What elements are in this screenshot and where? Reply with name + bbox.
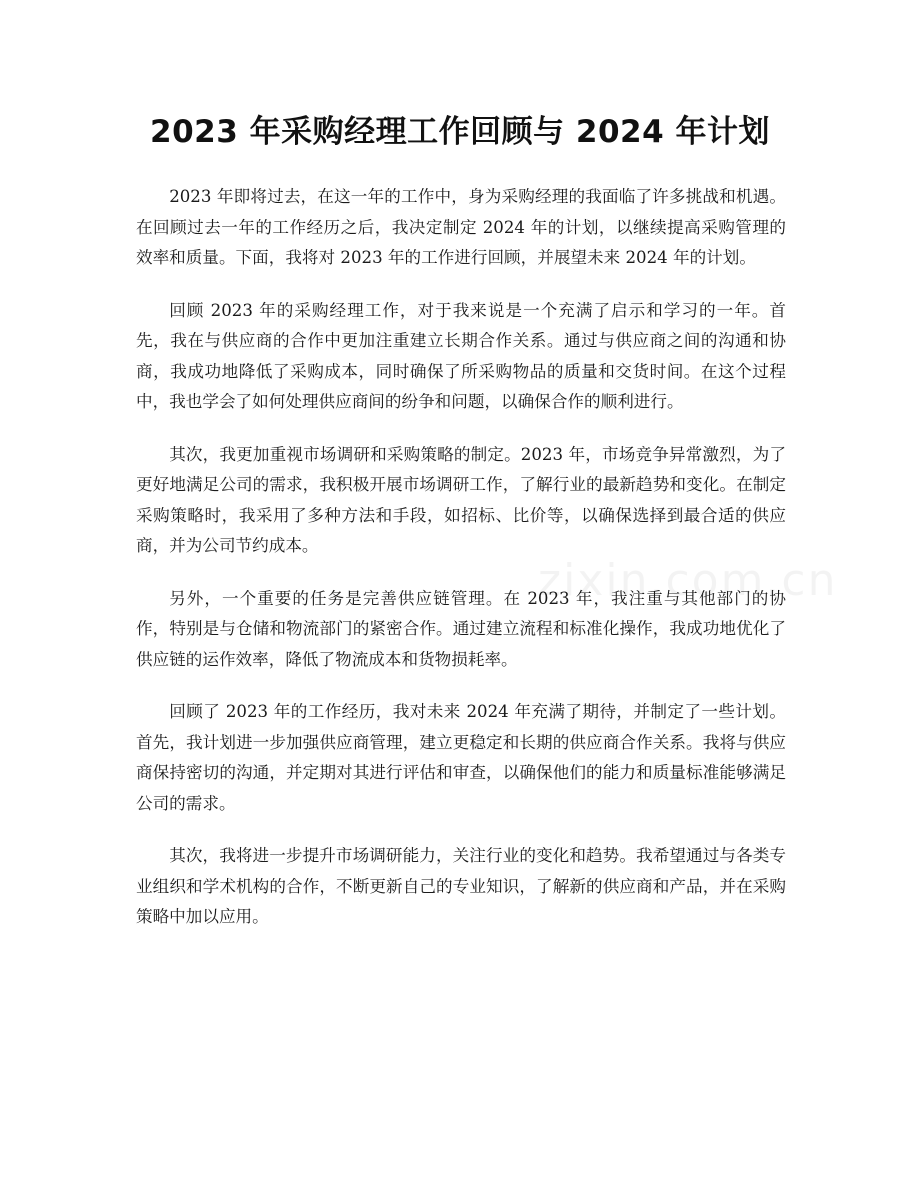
paragraph-6: 其次，我将进一步提升市场调研能力，关注行业的变化和趋势。我希望通过与各类专业组织和学术机构的合作，不断更新自己的专业知识，了解新的供应商和产品，并在采购策略中加以应用。 bbox=[136, 846, 786, 926]
paragraph-4: 另外，一个重要的任务是完善供应链管理。在 2023 年，我注重与其他部门的协作，特别是与仓储和物流部门的紧密合作。通过建立流程和标准化操作，我成功地优化了供应链的运作效率，降低了物流成本和货物损耗率。 bbox=[136, 588, 786, 669]
document-title: 2023 年采购经理工作回顾与 2024 年计划 bbox=[150, 114, 770, 150]
paragraph-5: 回顾了 2023 年的工作经历，我对未来 2024 年充满了期待，并制定了一些计划。首先，我计划进一步加强供应商管理，建立更稳定和长期的供应商合作关系。我将与供应商保持密切的沟通，并定期对其进行评估和审查，以确保他们的能力和质量标准能够满足公司的需求。 bbox=[136, 702, 786, 813]
document-body bbox=[136, 182, 786, 955]
paragraph-2: 回顾 2023 年的采购经理工作，对于我来说是一个充满了启示和学习的一年。首先，我在与供应商的合作中更加注重建立长期合作关系。通过与供应商之间的沟通和协商，我成功地降低了采购成本，同时确保了所采购物品的质量和交货时间。在这个过程中，我也学会了如何处理供应商间的纷争和问题，以确保合作的顺利进行。 bbox=[136, 300, 786, 411]
paragraph-1: 2023 年即将过去，在这一年的工作中，身为采购经理的我面临了许多挑战和机遇。在回顾过去一年的工作经历之后，我决定制定 2024 年的计划，以继续提高采购管理的效率和质量。下面，我将对 2023 年的工作进行回顾，并展望未来 2024 年的计划。 bbox=[136, 187, 786, 267]
paragraph-3: 其次，我更加重视市场调研和采购策略的制定。2023 年，市场竞争异常激烈，为了更好地满足公司的需求，我积极开展市场调研工作，了解行业的最新趋势和变化。在制定采购策略时，我采用了多种方法和手段，如招标、比价等，以确保选择到最合适的供应商，并为公司节约成本。 bbox=[136, 444, 786, 555]
